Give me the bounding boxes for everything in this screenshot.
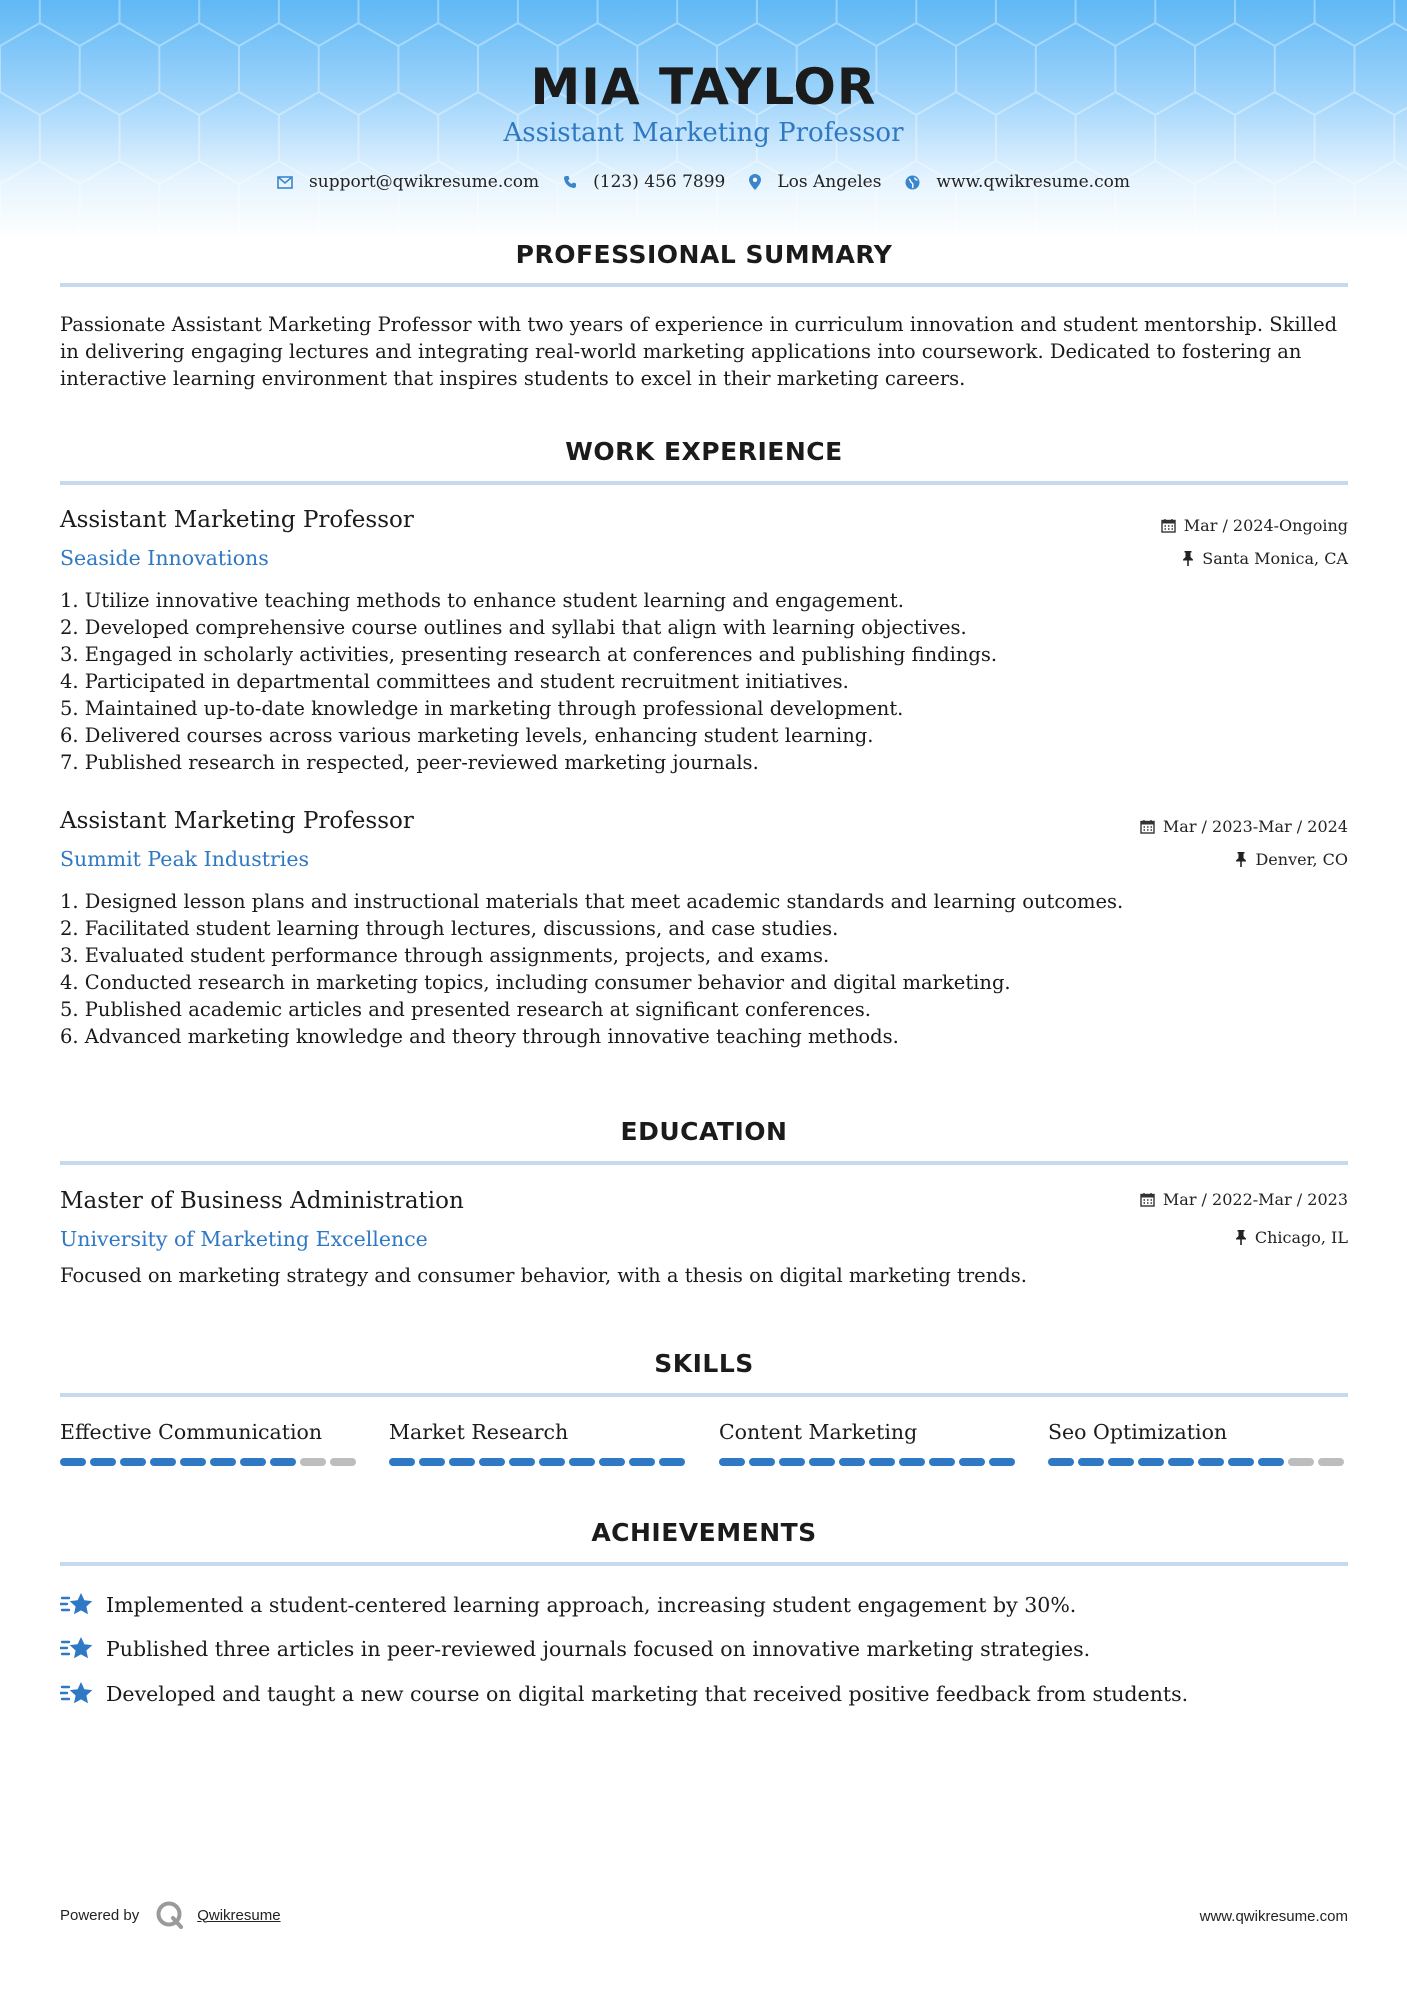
- pushpin-icon: [1235, 852, 1247, 867]
- globe-icon: [905, 175, 920, 190]
- qwikresume-link[interactable]: Qwikresume: [197, 1906, 281, 1924]
- achievements-heading: ACHIEVEMENTS: [591, 1518, 817, 1547]
- skill-rating-segment: [719, 1458, 745, 1466]
- footer-website[interactable]: www.qwikresume.com: [1199, 1908, 1348, 1925]
- achievement-text: Published three articles in peer-reviewed journals focused on innovative marketing strategies.: [106, 1637, 1091, 1661]
- education-dates: [1140, 1190, 1348, 1209]
- list-item: 2. Developed comprehensive course outlines and syllabi that align with learning objectives.: [60, 616, 967, 639]
- contact-phone[interactable]: [563, 172, 725, 192]
- list-item: 4. Conducted research in marketing topics, including consumer behavior and digital marketing.: [60, 971, 1011, 994]
- skill-rating-segment: [60, 1458, 86, 1466]
- skill-rating-segment: [1138, 1458, 1164, 1466]
- powered-by-label: Powered by: [60, 1906, 140, 1924]
- skill-item: [389, 1420, 689, 1466]
- skill-rating-segment: [749, 1458, 775, 1466]
- contact-bar: [0, 172, 1407, 192]
- envelope-icon: [277, 176, 293, 189]
- skill-name: Content Marketing: [719, 1420, 918, 1444]
- company-name: Summit Peak Industries: [60, 847, 309, 871]
- education-location: [1235, 1228, 1348, 1247]
- skill-rating-bar: [1048, 1458, 1348, 1466]
- achievements-divider: [60, 1562, 1348, 1566]
- skill-rating-segment: [1168, 1458, 1194, 1466]
- education-dates-text: Mar / 2022-Mar / 2023: [1162, 1190, 1348, 1209]
- skill-name: Effective Communication: [60, 1420, 323, 1444]
- candidate-name: MIA TAYLOR: [530, 58, 877, 116]
- job-dates-text: Mar / 2024-Ongoing: [1183, 516, 1348, 535]
- education-divider: [60, 1161, 1348, 1165]
- star-icon: [60, 1590, 94, 1620]
- list-item: 5. Published academic articles and presented research at significant conferences.: [60, 998, 871, 1021]
- calendar-icon: [1140, 1192, 1155, 1207]
- skill-rating-segment: [1108, 1458, 1134, 1466]
- contact-location: [749, 172, 881, 192]
- education-location-text: Chicago, IL: [1254, 1228, 1348, 1247]
- email-text: support@qwikresume.com: [309, 172, 540, 192]
- achievement-text: Implemented a student-centered learning approach, increasing student engagement by 30%.: [106, 1593, 1077, 1617]
- skill-rating-segment: [959, 1458, 985, 1466]
- skill-rating-segment: [120, 1458, 146, 1466]
- achievement-text: Developed and taught a new course on digital marketing that received positive feedback from students.: [106, 1682, 1189, 1706]
- skill-rating-bar: [60, 1458, 360, 1466]
- skill-rating-segment: [1228, 1458, 1254, 1466]
- phone-icon: [563, 175, 577, 189]
- job-responsibilities: [60, 888, 1123, 1050]
- website-text: www.qwikresume.com: [936, 172, 1130, 192]
- skill-rating-segment: [90, 1458, 116, 1466]
- degree-title: Master of Business Administration: [60, 1188, 464, 1214]
- list-item: 1. Designed lesson plans and instructional materials that meet academic standards and learning outcomes.: [60, 890, 1124, 913]
- job-dates-text: Mar / 2023-Mar / 2024: [1162, 817, 1348, 836]
- skill-rating-segment: [989, 1458, 1015, 1466]
- job-location: [1235, 850, 1348, 869]
- achievement-item: [60, 1590, 1076, 1620]
- skill-rating-segment: [300, 1458, 326, 1466]
- candidate-role: Assistant Marketing Professor: [503, 118, 904, 148]
- qwikresume-logo-icon: [155, 1900, 185, 1930]
- skill-rating-segment: [809, 1458, 835, 1466]
- company-name: Seaside Innovations: [60, 546, 269, 570]
- skill-rating-segment: [1048, 1458, 1074, 1466]
- skill-rating-segment: [779, 1458, 805, 1466]
- experience-divider: [60, 481, 1348, 485]
- list-item: 3. Evaluated student performance through assignments, projects, and exams.: [60, 944, 830, 967]
- job-responsibilities: [60, 587, 997, 776]
- phone-text: (123) 456 7899: [593, 172, 726, 192]
- skill-rating-segment: [389, 1458, 415, 1466]
- calendar-icon: [1161, 518, 1176, 533]
- list-item: 4. Participated in departmental committees and student recruitment initiatives.: [60, 670, 849, 693]
- skill-rating-segment: [449, 1458, 475, 1466]
- list-item: 6. Delivered courses across various marketing levels, enhancing student learning.: [60, 724, 874, 747]
- skill-rating-bar: [719, 1458, 1019, 1466]
- skill-rating-segment: [479, 1458, 505, 1466]
- contact-website[interactable]: [905, 172, 1130, 192]
- skill-rating-segment: [899, 1458, 925, 1466]
- pushpin-icon: [1235, 1230, 1247, 1245]
- skill-rating-segment: [240, 1458, 266, 1466]
- list-item: 7. Published research in respected, peer-reviewed marketing journals.: [60, 751, 759, 774]
- school-name: University of Marketing Excellence: [60, 1227, 428, 1251]
- job-dates: [1161, 516, 1348, 535]
- skill-rating-segment: [1288, 1458, 1314, 1466]
- job-title: Assistant Marketing Professor: [60, 507, 414, 533]
- star-icon: [60, 1634, 94, 1664]
- list-item: 1. Utilize innovative teaching methods to enhance student learning and engagement.: [60, 589, 904, 612]
- job-location-text: Denver, CO: [1255, 850, 1348, 869]
- contact-email[interactable]: [277, 172, 539, 192]
- skill-rating-segment: [330, 1458, 356, 1466]
- pushpin-icon: [1182, 551, 1194, 566]
- list-item: 6. Advanced marketing knowledge and theory through innovative teaching methods.: [60, 1025, 899, 1048]
- skill-item: [60, 1420, 360, 1466]
- skill-rating-segment: [599, 1458, 625, 1466]
- skill-rating-segment: [1078, 1458, 1104, 1466]
- skill-item: [1048, 1420, 1348, 1466]
- skill-rating-segment: [629, 1458, 655, 1466]
- skill-rating-segment: [929, 1458, 955, 1466]
- map-pin-icon: [749, 174, 761, 190]
- skills-heading: SKILLS: [654, 1349, 754, 1378]
- job-location: [1182, 549, 1348, 568]
- job-location-text: Santa Monica, CA: [1202, 549, 1348, 568]
- calendar-icon: [1140, 819, 1155, 834]
- skill-name: Market Research: [389, 1420, 569, 1444]
- skill-rating-segment: [869, 1458, 895, 1466]
- summary-heading: PROFESSIONAL SUMMARY: [515, 240, 893, 269]
- skill-rating-bar: [389, 1458, 689, 1466]
- job-dates: [1140, 817, 1348, 836]
- skill-rating-segment: [539, 1458, 565, 1466]
- achievement-item: [60, 1679, 1188, 1709]
- skill-rating-segment: [1318, 1458, 1344, 1466]
- skill-name: Seo Optimization: [1048, 1420, 1228, 1444]
- list-item: 3. Engaged in scholarly activities, presenting research at conferences and publishing findings.: [60, 643, 998, 666]
- skill-rating-segment: [1198, 1458, 1224, 1466]
- list-item: 5. Maintained up-to-date knowledge in marketing through professional development.: [60, 697, 904, 720]
- skill-rating-segment: [1258, 1458, 1284, 1466]
- skill-rating-segment: [419, 1458, 445, 1466]
- skill-rating-segment: [270, 1458, 296, 1466]
- skill-rating-segment: [659, 1458, 685, 1466]
- skills-divider: [60, 1393, 1348, 1397]
- experience-heading: WORK EXPERIENCE: [565, 437, 843, 466]
- summary-text: Passionate Assistant Marketing Professor with two years of experience in curriculum innovation and student mentorship. Skilled in delivering engaging lectures and integrating real-world marketing applications into coursework. Dedicated to fostering an interactive learning environment that inspires students to excel in their marketing careers.: [60, 313, 1338, 390]
- footer-powered-by: [60, 1900, 281, 1930]
- education-description: Focused on marketing strategy and consumer behavior, with a thesis on digital marketing trends.: [60, 1264, 1027, 1287]
- skill-rating-segment: [210, 1458, 236, 1466]
- skill-rating-segment: [569, 1458, 595, 1466]
- education-heading: EDUCATION: [620, 1117, 788, 1146]
- list-item: 2. Facilitated student learning through lectures, discussions, and case studies.: [60, 917, 839, 940]
- skill-rating-segment: [150, 1458, 176, 1466]
- skill-rating-segment: [839, 1458, 865, 1466]
- skill-item: [719, 1420, 1019, 1466]
- location-text: Los Angeles: [777, 172, 882, 192]
- skill-rating-segment: [509, 1458, 535, 1466]
- achievement-item: [60, 1634, 1090, 1664]
- summary-divider: [60, 283, 1348, 287]
- skill-rating-segment: [180, 1458, 206, 1466]
- job-title: Assistant Marketing Professor: [60, 808, 414, 834]
- star-icon: [60, 1679, 94, 1709]
